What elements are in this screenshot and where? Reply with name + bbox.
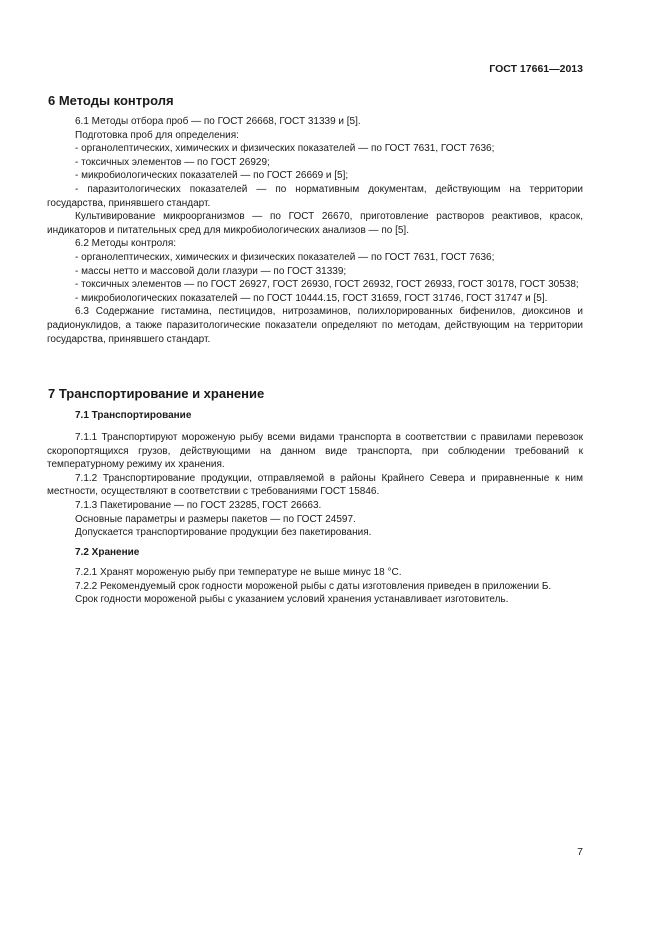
list-item: - органолептических, химических и физических показателей — по ГОСТ 7631, ГОСТ 7636; (75, 143, 495, 155)
paragraph: 6.2 Методы контроля: (75, 238, 177, 250)
list-item: - органолептических, химических и физических показателей — по ГОСТ 7631, ГОСТ 7636; (75, 251, 495, 263)
subsection-7-1-body (47, 431, 583, 540)
paragraph: 6.3 Содержание гистамина, пестицидов, нитрозаминов, полихлорированных бифенилов, диоксинов и радионуклидов, а также паразитологические показатели определяют по методам, действующим на территории государства, принявшего стандарт. (47, 306, 583, 345)
list-item: - микробиологических показателей — по ГОСТ 26669 и [5]; (75, 170, 349, 182)
list-item: - паразитологических показателей — по нормативным документам, действующим на территории государства, принявшего стандарт. (47, 183, 583, 209)
paragraph: Основные параметры и размеры пакетов — по ГОСТ 24597. (75, 513, 356, 525)
subsection-7-2-title: 7.2 Хранение (75, 547, 140, 558)
list-item: - токсичных элементов — по ГОСТ 26927, ГОСТ 26930, ГОСТ 26932, ГОСТ 26933, ГОСТ 30178, ГОСТ 30538; (75, 279, 579, 291)
paragraph: 7.2.2 Рекомендуемый срок годности мороженой рыбы с даты изготовления приведен в приложении Б. (75, 580, 552, 592)
section-6-title: 6 Методы контроля (48, 93, 174, 108)
list-item: - токсичных элементов — по ГОСТ 26929; (75, 156, 270, 168)
paragraph: Допускается транспортирование продукции без пакетирования. (75, 527, 372, 539)
list-item: - микробиологических показателей — по ГОСТ 10444.15, ГОСТ 31659, ГОСТ 31746, ГОСТ 31747 и [5]. (75, 292, 548, 304)
paragraph: Культивирование микроорганизмов — по ГОСТ 26670, приготовление растворов реактивов, красок, индикаторов и питательных сред для микробиологических анализов — по [5]. (47, 211, 583, 236)
paragraph: 7.1.2 Транспортирование продукции, отправляемой в районы Крайнего Севера и приравненные к ним местности, осуществляют в соответствии с требованиями ГОСТ 15846. (47, 472, 583, 498)
subsection-7-2-body (47, 566, 583, 607)
section-6-body (47, 115, 583, 346)
paragraph: Подготовка проб для определения: (75, 129, 239, 141)
list-item: - массы нетто и массовой доли глазури — по ГОСТ 31339; (75, 265, 347, 277)
paragraph: 7.2.1 Хранят мороженую рыбу при температуре не выше минус 18 °С. (75, 567, 402, 578)
paragraph: 6.1 Методы отбора проб — по ГОСТ 26668, ГОСТ 31339 и [5]. (75, 116, 361, 127)
subsection-7-1-title: 7.1 Транспортирование (75, 410, 192, 421)
section-7-title: 7 Транспортирование и хранение (48, 386, 265, 401)
paragraph: 7.1.1 Транспортируют мороженую рыбу всеми видами транспорта в соответствии с правилами перевозок скоропортящихся грузов, действующими на данном виде транспорта, при соблюдении требований к температурному режиму их хранения. (47, 432, 583, 471)
paragraph: 7.1.3 Пакетирование — по ГОСТ 23285, ГОСТ 26663. (75, 499, 322, 511)
document-code: ГОСТ 17661—2013 (489, 63, 583, 75)
paragraph: Срок годности мороженой рыбы с указанием условий хранения устанавливает изготовитель. (75, 594, 509, 606)
page-number: 7 (577, 846, 583, 858)
